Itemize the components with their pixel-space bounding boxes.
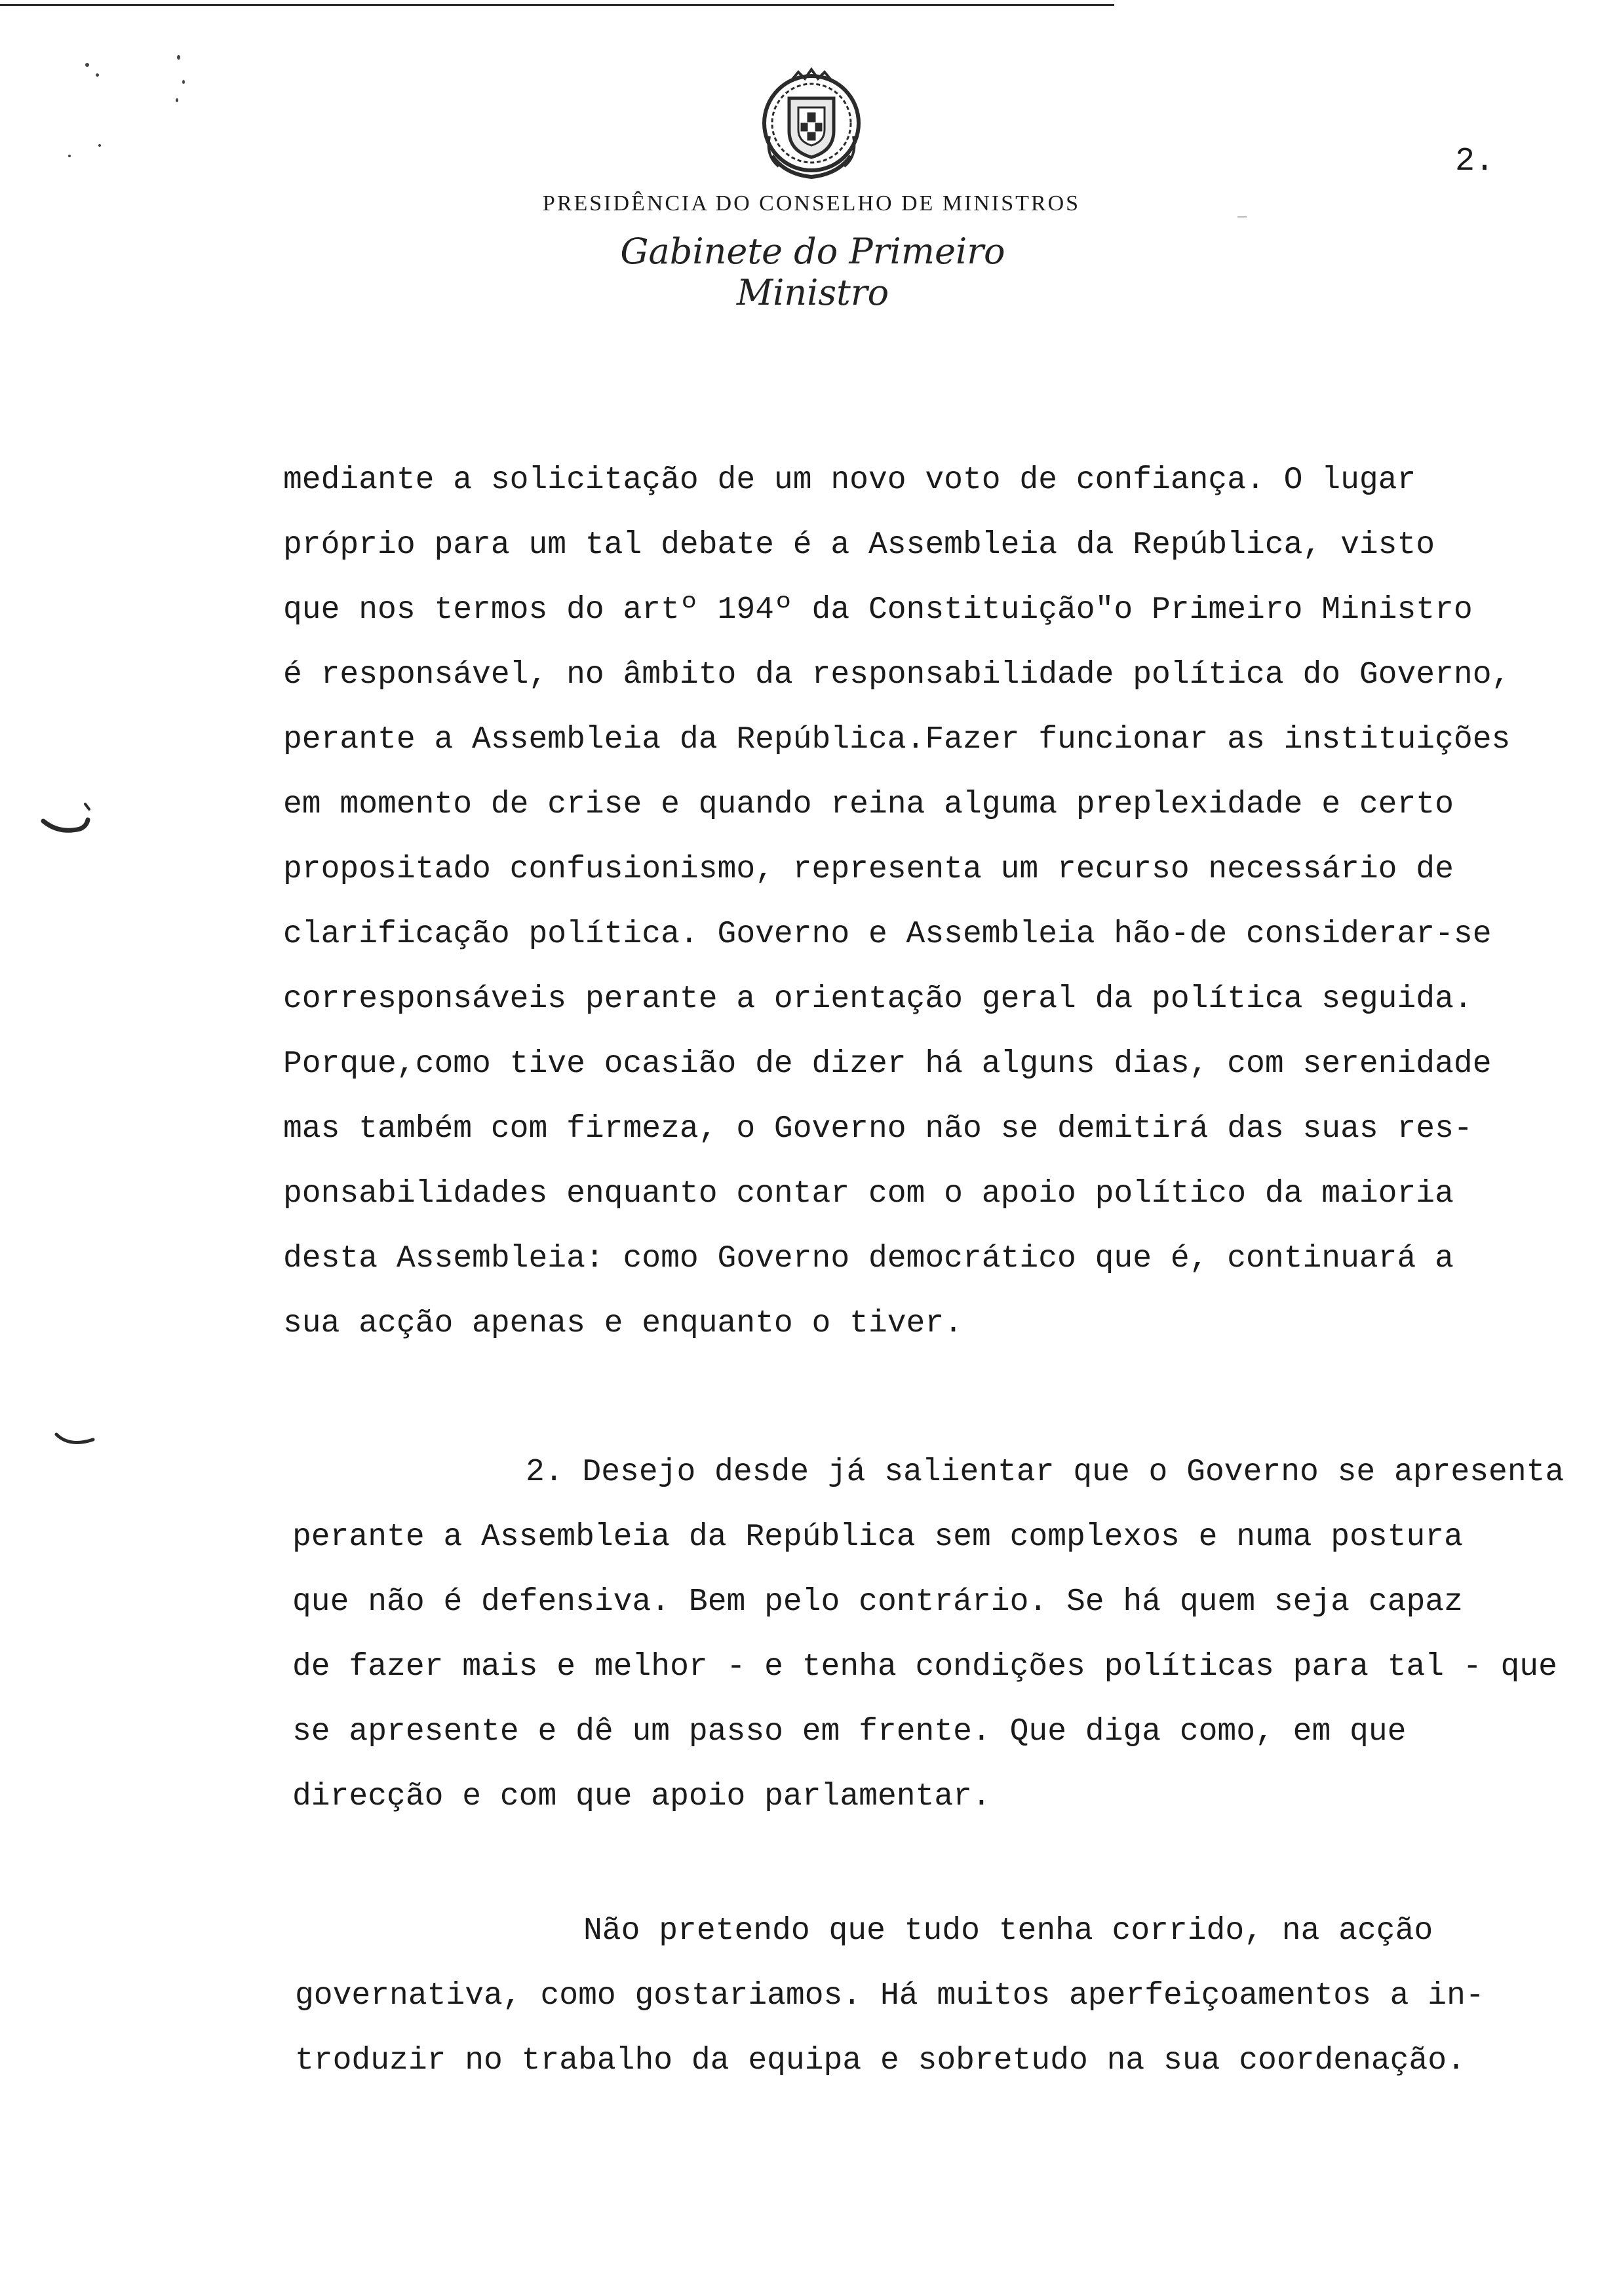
margin-check-mark: [39, 796, 98, 842]
text-line: de fazer mais e melhor - e tenha condições políticas para tal - que: [292, 1649, 1557, 1685]
scan-speck: [68, 155, 71, 157]
text-line: Porque,como tive ocasião de dizer há alguns dias, com serenidade: [283, 1046, 1492, 1082]
text-line: em momento de crise e quando reina alguma preplexidade e certo: [283, 787, 1454, 822]
paragraph-3: [295, 1899, 1485, 2094]
text-line: perante a Assembleia da República sem complexos e numa postura: [292, 1520, 1463, 1555]
paragraph-2: [292, 1440, 1564, 1829]
text-line: perante a Assembleia da República.Fazer funcionar as instituições: [283, 722, 1511, 757]
text-line: clarificação política. Governo e Assembleia hão-de considerar-se: [283, 917, 1492, 952]
top-scan-rule: [0, 4, 1114, 6]
scan-speck: [85, 63, 89, 67]
text-line: troduzir no trabalho da equipa e sobretudo na sua coordenação.: [295, 2043, 1466, 2078]
text-line: propositado confusionismo, representa um recurso necessário de: [283, 852, 1454, 887]
scan-speck: [96, 73, 99, 77]
text-line: 2. Desejo desde já salientar que o Governo se apresenta: [526, 1455, 1565, 1490]
text-line: Não pretendo que tudo tenha corrido, na acção: [583, 1913, 1433, 1949]
text-line: sua acção apenas e enquanto o tiver.: [283, 1306, 963, 1341]
scan-speck: [98, 144, 101, 147]
text-line: desta Assembleia: como Governo democrático que é, continuará a: [283, 1241, 1454, 1276]
margin-check-mark: [52, 1425, 105, 1458]
scan-mark: [1237, 216, 1247, 218]
text-line: corresponsáveis perante a orientação geral da política seguida.: [283, 982, 1473, 1017]
scan-speck: [176, 98, 178, 102]
coat-of-arms-emblem: [746, 58, 877, 189]
text-line: é responsável, no âmbito da responsabilidade política do Governo,: [283, 657, 1511, 693]
text-line: direcção e com que apoio parlamentar.: [292, 1779, 991, 1814]
cabinet-signature: Gabinete do Primeiro Ministro: [620, 231, 1005, 313]
text-line: que nos termos do artº 194º da Constituição"o Primeiro Ministro: [283, 592, 1473, 628]
scan-speck: [182, 80, 185, 84]
scan-speck: [177, 55, 180, 60]
text-line: mas também com firmeza, o Governo não se demitirá das suas res-: [283, 1111, 1473, 1147]
paragraph-1: [283, 448, 1510, 1356]
text-line: mediante a solicitação de um novo voto de confiança. O lugar: [283, 463, 1416, 498]
text-line: governativa, como gostariamos. Há muitos aperfeiçoamentos a in-: [295, 1978, 1485, 2014]
text-line: próprio para um tal debate é a Assembleia da República, visto: [283, 527, 1435, 563]
text-line: se apresente e dê um passo em frente. Que diga como, em que: [292, 1714, 1407, 1750]
text-line: que não é defensiva. Bem pelo contrário. Se há quem seja capaz: [292, 1584, 1463, 1620]
text-line: ponsabilidades enquanto contar com o apoio político da maioria: [283, 1176, 1454, 1212]
presidency-heading: PRESIDÊNCIA DO CONSELHO DE MINISTROS: [542, 191, 1081, 216]
page-number: 2.: [1455, 143, 1495, 180]
